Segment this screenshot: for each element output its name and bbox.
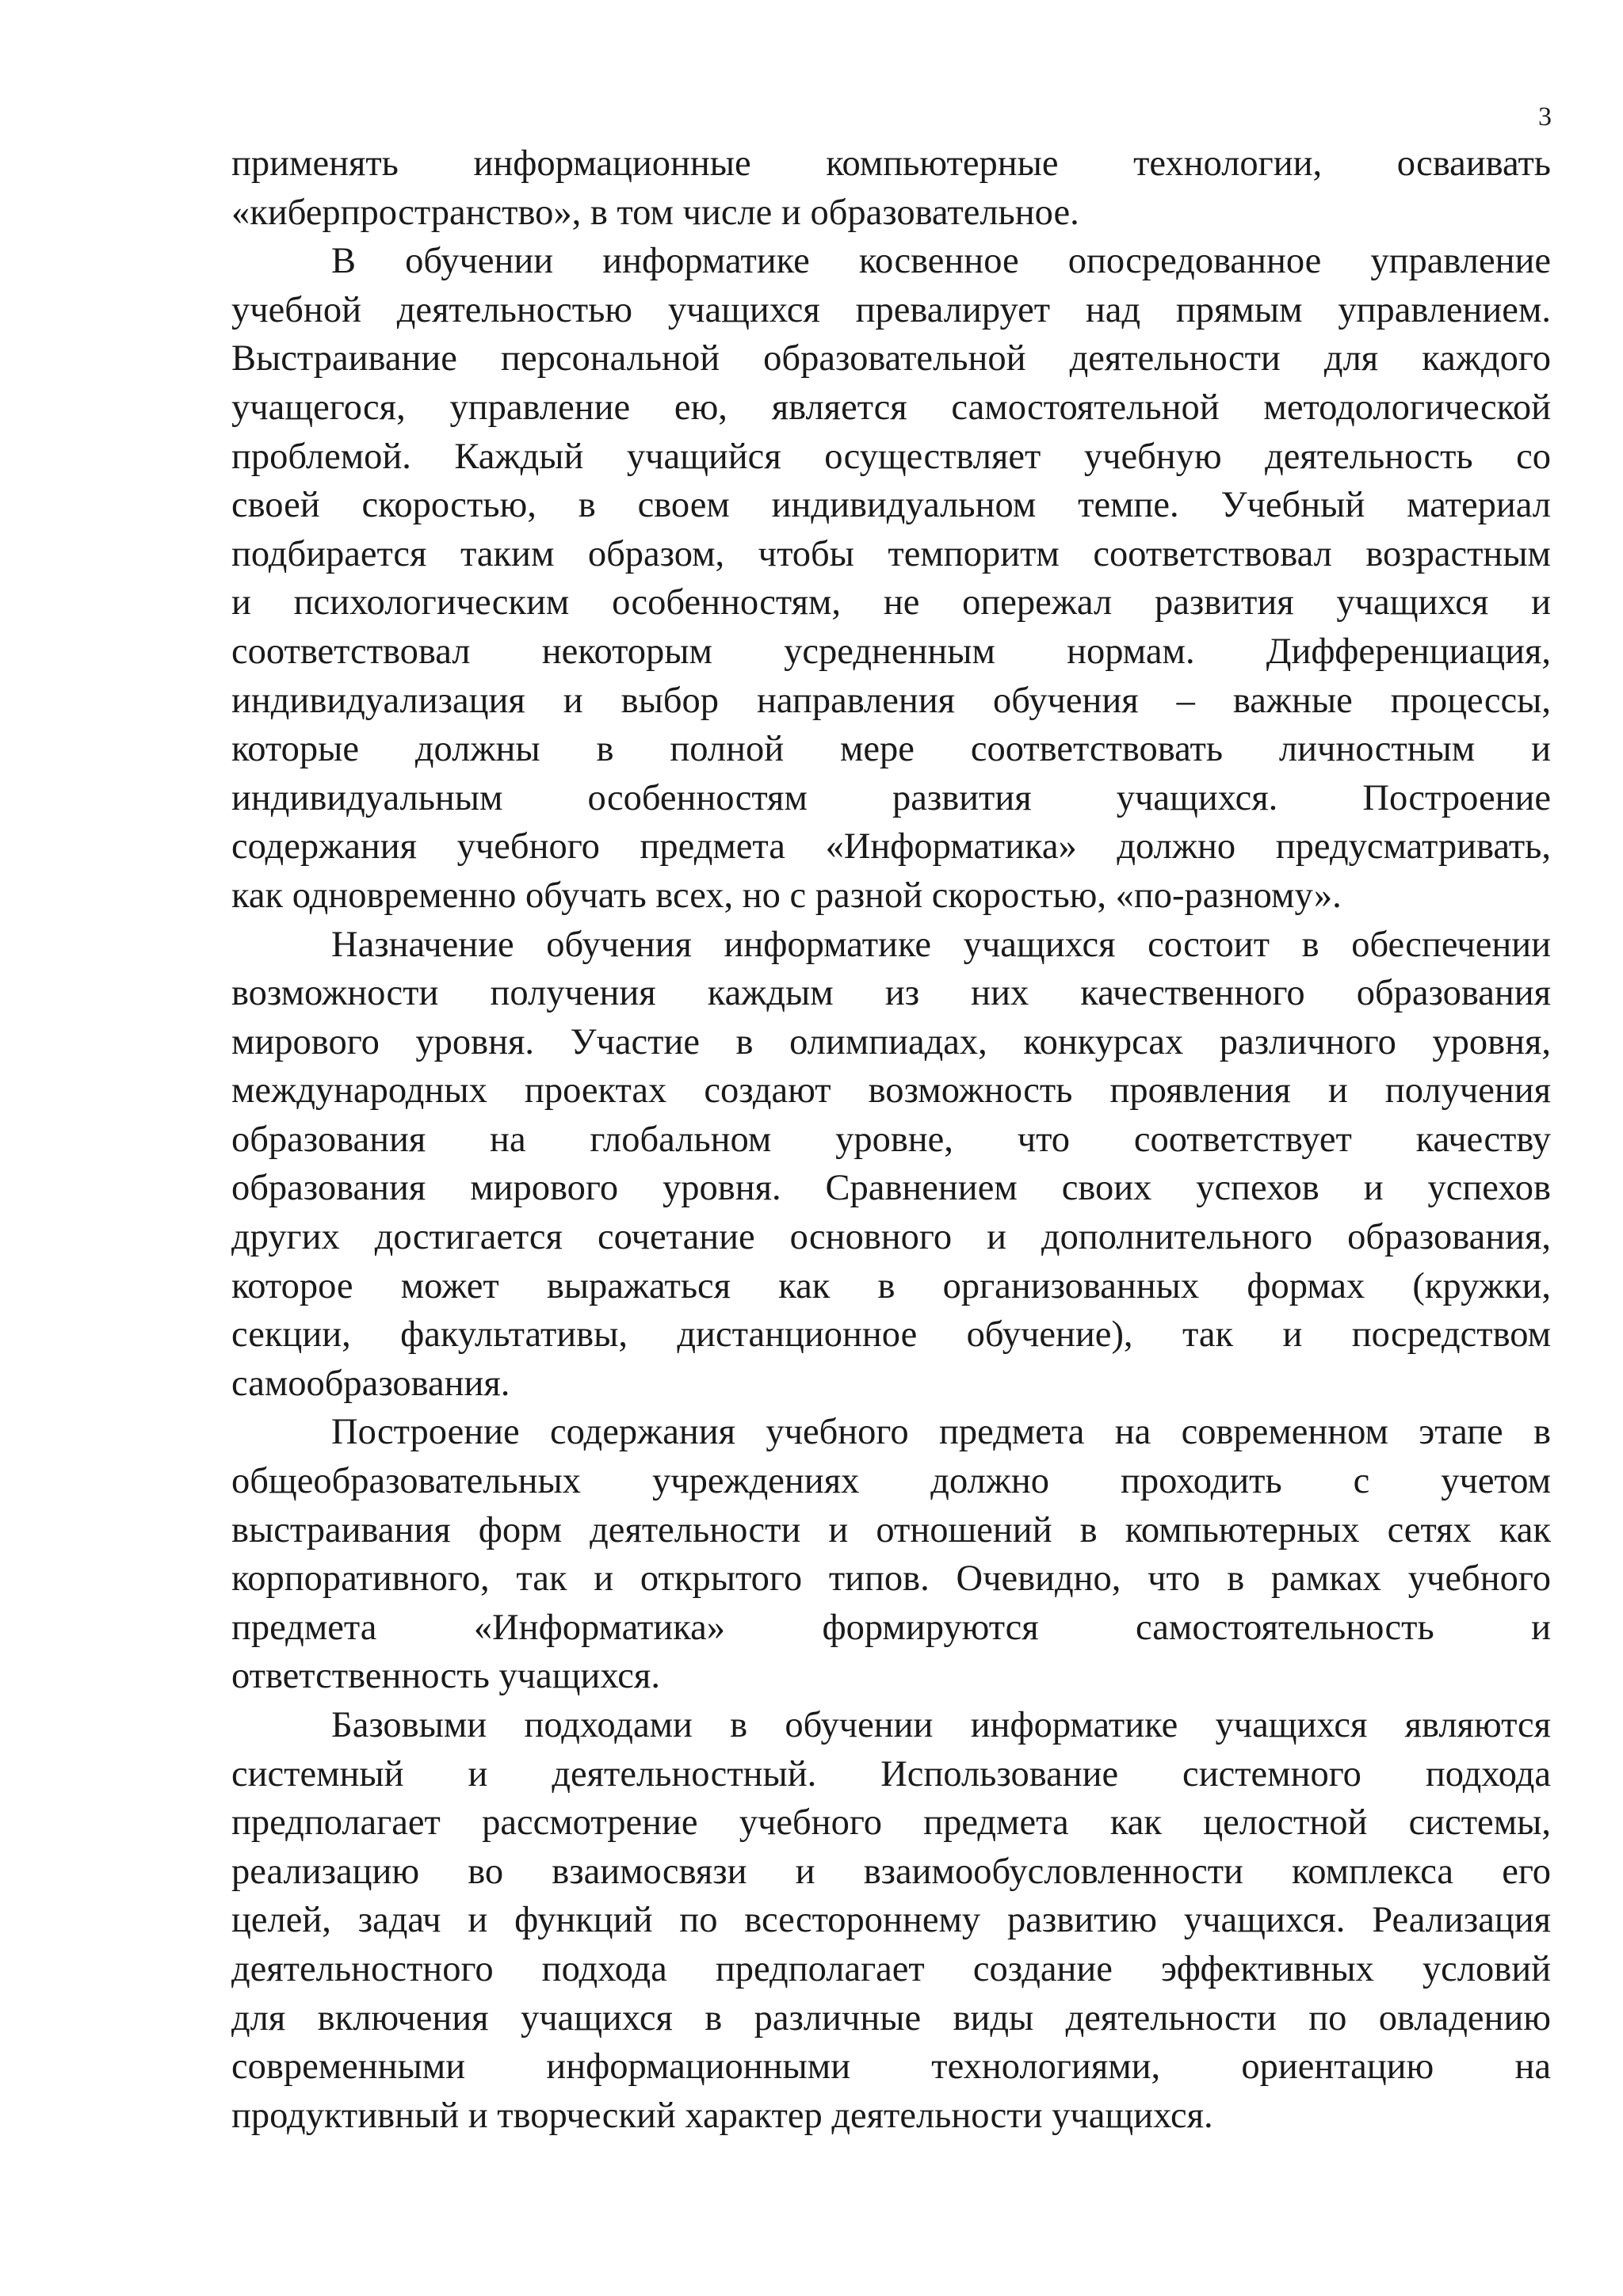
text-line: выстраивания форм деятельности и отношений в компьютерных сетях как [231, 1509, 1551, 1550]
text-line: как одновременно обучать всех, но с разной скоростью, «по-разному». [231, 875, 1342, 916]
text-line: содержания учебного предмета «Информатика» должно предусматривать, [231, 826, 1551, 868]
text-line: международных проектах создают возможность проявления и получения [231, 1070, 1551, 1112]
text-line: целей, задач и функций по всестороннему развитию учащихся. Реализация [231, 1900, 1551, 1941]
text-line: общеобразовательных учреждениях должно проходить с учетом [231, 1461, 1551, 1502]
paragraph [231, 139, 1551, 237]
text-line: возможности получения каждым из них качественного образования [231, 973, 1551, 1014]
paragraph [231, 921, 1551, 1409]
text-line: реализацию во взаимосвязи и взаимообусловленности комплекса его [231, 1851, 1551, 1892]
text-line: Построение содержания учебного предмета на современном этапе в [331, 1412, 1551, 1453]
text-line: соответствовал некоторым усредненным нормам. Дифференциация, [231, 631, 1551, 672]
text-line: индивидуализация и выбор направления обучения – важные процессы, [231, 680, 1551, 721]
text-line: которые должны в полной мере соответствовать личностным и [231, 729, 1551, 770]
paragraph [231, 1701, 1551, 2140]
text-line: для включения учащихся в различные виды деятельности по овладению [231, 1997, 1551, 2039]
text-line: современными информационными технологиями, ориентацию на [231, 2046, 1551, 2088]
text-line: Назначение обучения информатике учащихся состоит в обеспечении [331, 924, 1551, 965]
text-line: других достигается сочетание основного и дополнительного образования, [231, 1217, 1551, 1258]
text-line: своей скоростью, в своем индивидуальном темпе. Учебный материал [231, 485, 1551, 526]
text-line: учащегося, управление ею, является самостоятельной методологической [231, 387, 1551, 428]
text-line: учебной деятельностью учащихся превалирует над прямым управлением. [231, 289, 1551, 330]
document-body [231, 139, 1551, 2140]
text-line: секции, факультативы, дистанционное обучение), так и посредством [231, 1314, 1551, 1356]
text-line: подбирается таким образом, чтобы темпоритм соответствовал возрастным [231, 533, 1551, 574]
text-line: продуктивный и творческий характер деятельности учащихся. [231, 2095, 1213, 2136]
paragraph [231, 237, 1551, 920]
text-line: предполагает рассмотрение учебного предмета как целостной системы, [231, 1802, 1551, 1844]
text-line: проблемой. Каждый учащийся осуществляет учебную деятельность со [231, 436, 1551, 477]
text-line: деятельностного подхода предполагает создание эффективных условий [231, 1948, 1551, 1989]
text-line: ответственность учащихся. [231, 1656, 660, 1697]
text-line: самообразования. [231, 1363, 510, 1404]
text-line: В обучении информатике косвенное опосредованное управление [331, 241, 1551, 282]
text-line: Выстраивание персональной образовательной деятельности для каждого [231, 338, 1551, 379]
text-line: образования на глобальном уровне, что соответствует качеству [231, 1119, 1551, 1160]
text-line: предмета «Информатика» формируются самостоятельность и [231, 1607, 1551, 1648]
text-line: применять информационные компьютерные технологии, осваивать [231, 143, 1551, 184]
text-line: мирового уровня. Участие в олимпиадах, конкурсах различного уровня, [231, 1021, 1551, 1062]
text-line: и психологическим особенностям, не опережал развития учащихся и [231, 582, 1551, 624]
text-line: которое может выражаться как в организованных формах (кружки, [231, 1265, 1551, 1306]
text-line: корпоративного, так и открытого типов. Очевидно, что в рамках учебного [231, 1558, 1551, 1600]
text-line: системный и деятельностный. Использование системного подхода [231, 1753, 1551, 1794]
text-line: Базовыми подходами в обучении информатике учащихся являются [331, 1705, 1551, 1745]
text-line: образования мирового уровня. Сравнением своих успехов и успехов [231, 1168, 1551, 1209]
page-number: 3 [1538, 102, 1552, 132]
paragraph [231, 1408, 1551, 1701]
text-line: «киберпространство», в том числе и образовательное. [231, 192, 1079, 233]
text-line: индивидуальным особенностям развития учащихся. Построение [231, 777, 1551, 818]
